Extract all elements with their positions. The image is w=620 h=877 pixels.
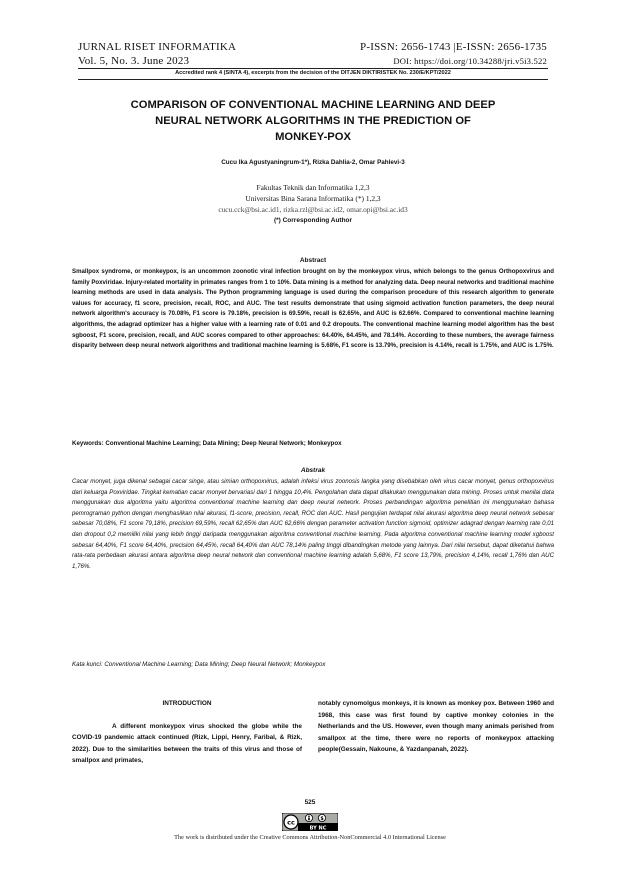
kata-kunci: Kata kunci: Conventional Machine Learning; Data Mining; Deep Neural Network; Monkeypox <box>72 661 326 668</box>
journal-volume: Vol. 5, No. 3. June 2023 <box>78 55 190 67</box>
doi-link[interactable]: DOI: https://doi.org/10.34288/jri.v5i3.522 <box>393 56 547 66</box>
affiliation-line: Universitas Bina Sarana Informatika (*) 1,2,3 <box>245 194 381 203</box>
intro-left-column <box>72 698 302 767</box>
corresponding-author-note: (*) Corresponding Author <box>273 217 353 224</box>
issn: P-ISSN: 2656-1743 |E-ISSN: 2656-1735 <box>360 41 547 53</box>
abstrak-text: Cacar monyet, juga dikenal sebagai cacar singe, atau simian orthopoxvirus, adalah infeksi virus zoonosis langka yang disebabkan oleh virus cacar monyet, genus orthopoxvirus dari keluarga Poxviridae. Tingkat kematian cacar monyet bervariasi dari 1 hingga 10,4%. Pengolahan data dapat dilakukan menggunakan data mining. Proses untuk menilai data menggunakan dua algoritma yaitu algoritma conventional machine learning dan deep neural network. Proses perbandingan algoritma penelitian ini menggunakan bahasa pemrograman python dengan menghasilkan nilai akurasi, f1-score, precision, recall, ROC dan AUC. Hasil pengujian terdapat nilai akurasi algoritma deep neural network sebesar sebesar 70,08%, F1 score 79,18%, precision 69,59%, recall 62,65% dan AUC 62,66% dengan parameter activation function sigmoid, optimizer adagrad dengan learning rate 0,01 dan dropout 0,2 memiliki nilai yang lebih tinggi daripada menggunakan algoritma conventional machine learning. Pada algoritma conventional machine learning model xgboost sebesar 64,40%, F1 score 64,40%, precision 64,45%, recall 64,40% dan AUC 78,14% paling tinggi dibandingkan metode yang lainnya. Dari nilai tersebut, dapat diketahui bahwa rata-rata perbedaan akurasi antara algoritma deep neural network dan conventional machine learning adalah 5,68%, F1 score 13,79%, precision 4,14%, recall 1,76% dan AUC 1,76%. <box>72 478 554 570</box>
noncommercial-icon-glyph: $ <box>320 817 324 822</box>
abstrak-heading: Abstrak <box>300 467 326 474</box>
title-line: NEURAL NETWORK ALGORITHMS IN THE PREDICTION OF <box>155 115 471 127</box>
journal-name: JURNAL RISET INFORMATIKA <box>78 41 237 53</box>
intro-right-column <box>318 698 554 756</box>
header-divider-bottom <box>78 79 548 80</box>
attribution-icon-body <box>308 818 310 821</box>
license-text: The work is distributed under the Creative Commons Attribution-NonCommercial 4.0 International License <box>174 834 446 841</box>
intro-paragraph-continued: notably cynomolgus monkeys, it is known as monkey pox. Between 1960 and 1968, this case was first found by captive monkey colonies in the Netherlands and the US. However, even though many animals perished from smallpox at the time, there were no reports of monkeypox attacking people(Gessain, Nakoune, & Yazdanpanah, 2022). <box>318 700 554 753</box>
author-emails[interactable]: cucu.cck@bsi.ac.id1, rizka.rzl@bsi.ac.id2, omar.opi@bsi.ac.id3 <box>218 205 408 214</box>
creative-commons-badge[interactable] <box>282 813 338 831</box>
journal-header-left <box>78 40 236 68</box>
cc-badge-label: BY NC <box>309 825 327 831</box>
intro-paragraph: A different monkeypox virus shocked the globe while the COVID-19 pandemic attack continued (Rizk, Lippi, Henry, Faribal, & Rizk, 2022). Due to the similarities between the traits of this virus and those of smallpox and primates, <box>72 722 302 764</box>
abstract-heading: Abstract <box>299 257 327 264</box>
author-list: Cucu Ika Agustyaningrum-1*), Rizka Dahlia-2, Omar Pahlevi-3 <box>221 159 405 166</box>
title-line: COMPARISON OF CONVENTIONAL MACHINE LEARNING AND DEEP <box>130 99 496 111</box>
header-divider <box>78 68 548 69</box>
accreditation-note: Accredited rank 4 (SINTA 4), excerpts from the decision of the DITJEN DIKTIRISTEK No. 230/E/KPT/2022 <box>175 70 451 76</box>
page-number: 525 <box>304 799 316 806</box>
section-heading-introduction: INTRODUCTION <box>162 700 212 707</box>
journal-header-right <box>360 40 547 68</box>
abstract-text: Smallpox syndrome, or monkeypox, is an uncommon zoonotic viral infection brought on by the monkeypox virus, which belongs to the genus Orthopoxvirus and family Poxviridae. Injury-related mortality in primates ranges from 1 to 10%. Data mining is a method for analyzing data. Deep neural networks and traditional machine learning methods are used in data analysis. The Python programming language is used during the comparison procedure of this research algorithm to generate values for accuracy, f1 score, precision, recall, ROC, and AUC. The test results demonstrate that using sigmoid activation function parameters, the deep neural network algorithm's accuracy is 70.08%, F1 score is 79.18%, precision is 69.59%, recall is 62.65%, and AUC is 62.66%. Compared to conventional machine learning algorithms, the adagrad optimizer has a higher value with a learning rate of 0.01 and 0.2 dropouts. The conventional machine learning model algorithm has the best sgboost, F1 score, precision, recall, and AUC scores compared to other approaches: 64.40%, 64.45%, and 78.14%. According to these numbers, the average fairness disparity between deep neural network algorithms and traditional machine learning is 5.68%, F1 score is 13.79%, precision is 4.14%, recall is 1.75%, and AUC is 1.75%. <box>72 268 554 350</box>
attribution-icon-head <box>308 816 310 818</box>
affiliation-block <box>78 182 548 226</box>
affiliation-line: Fakultas Teknik dan Informatika 1,2,3 <box>256 183 370 192</box>
cc-logo-mark: cc <box>287 818 295 827</box>
keywords: Keywords: Conventional Machine Learning; Data Mining; Deep Neural Network; Monkeypox <box>72 440 342 447</box>
paper-title <box>78 97 548 145</box>
title-line: MONKEY-POX <box>275 131 351 143</box>
